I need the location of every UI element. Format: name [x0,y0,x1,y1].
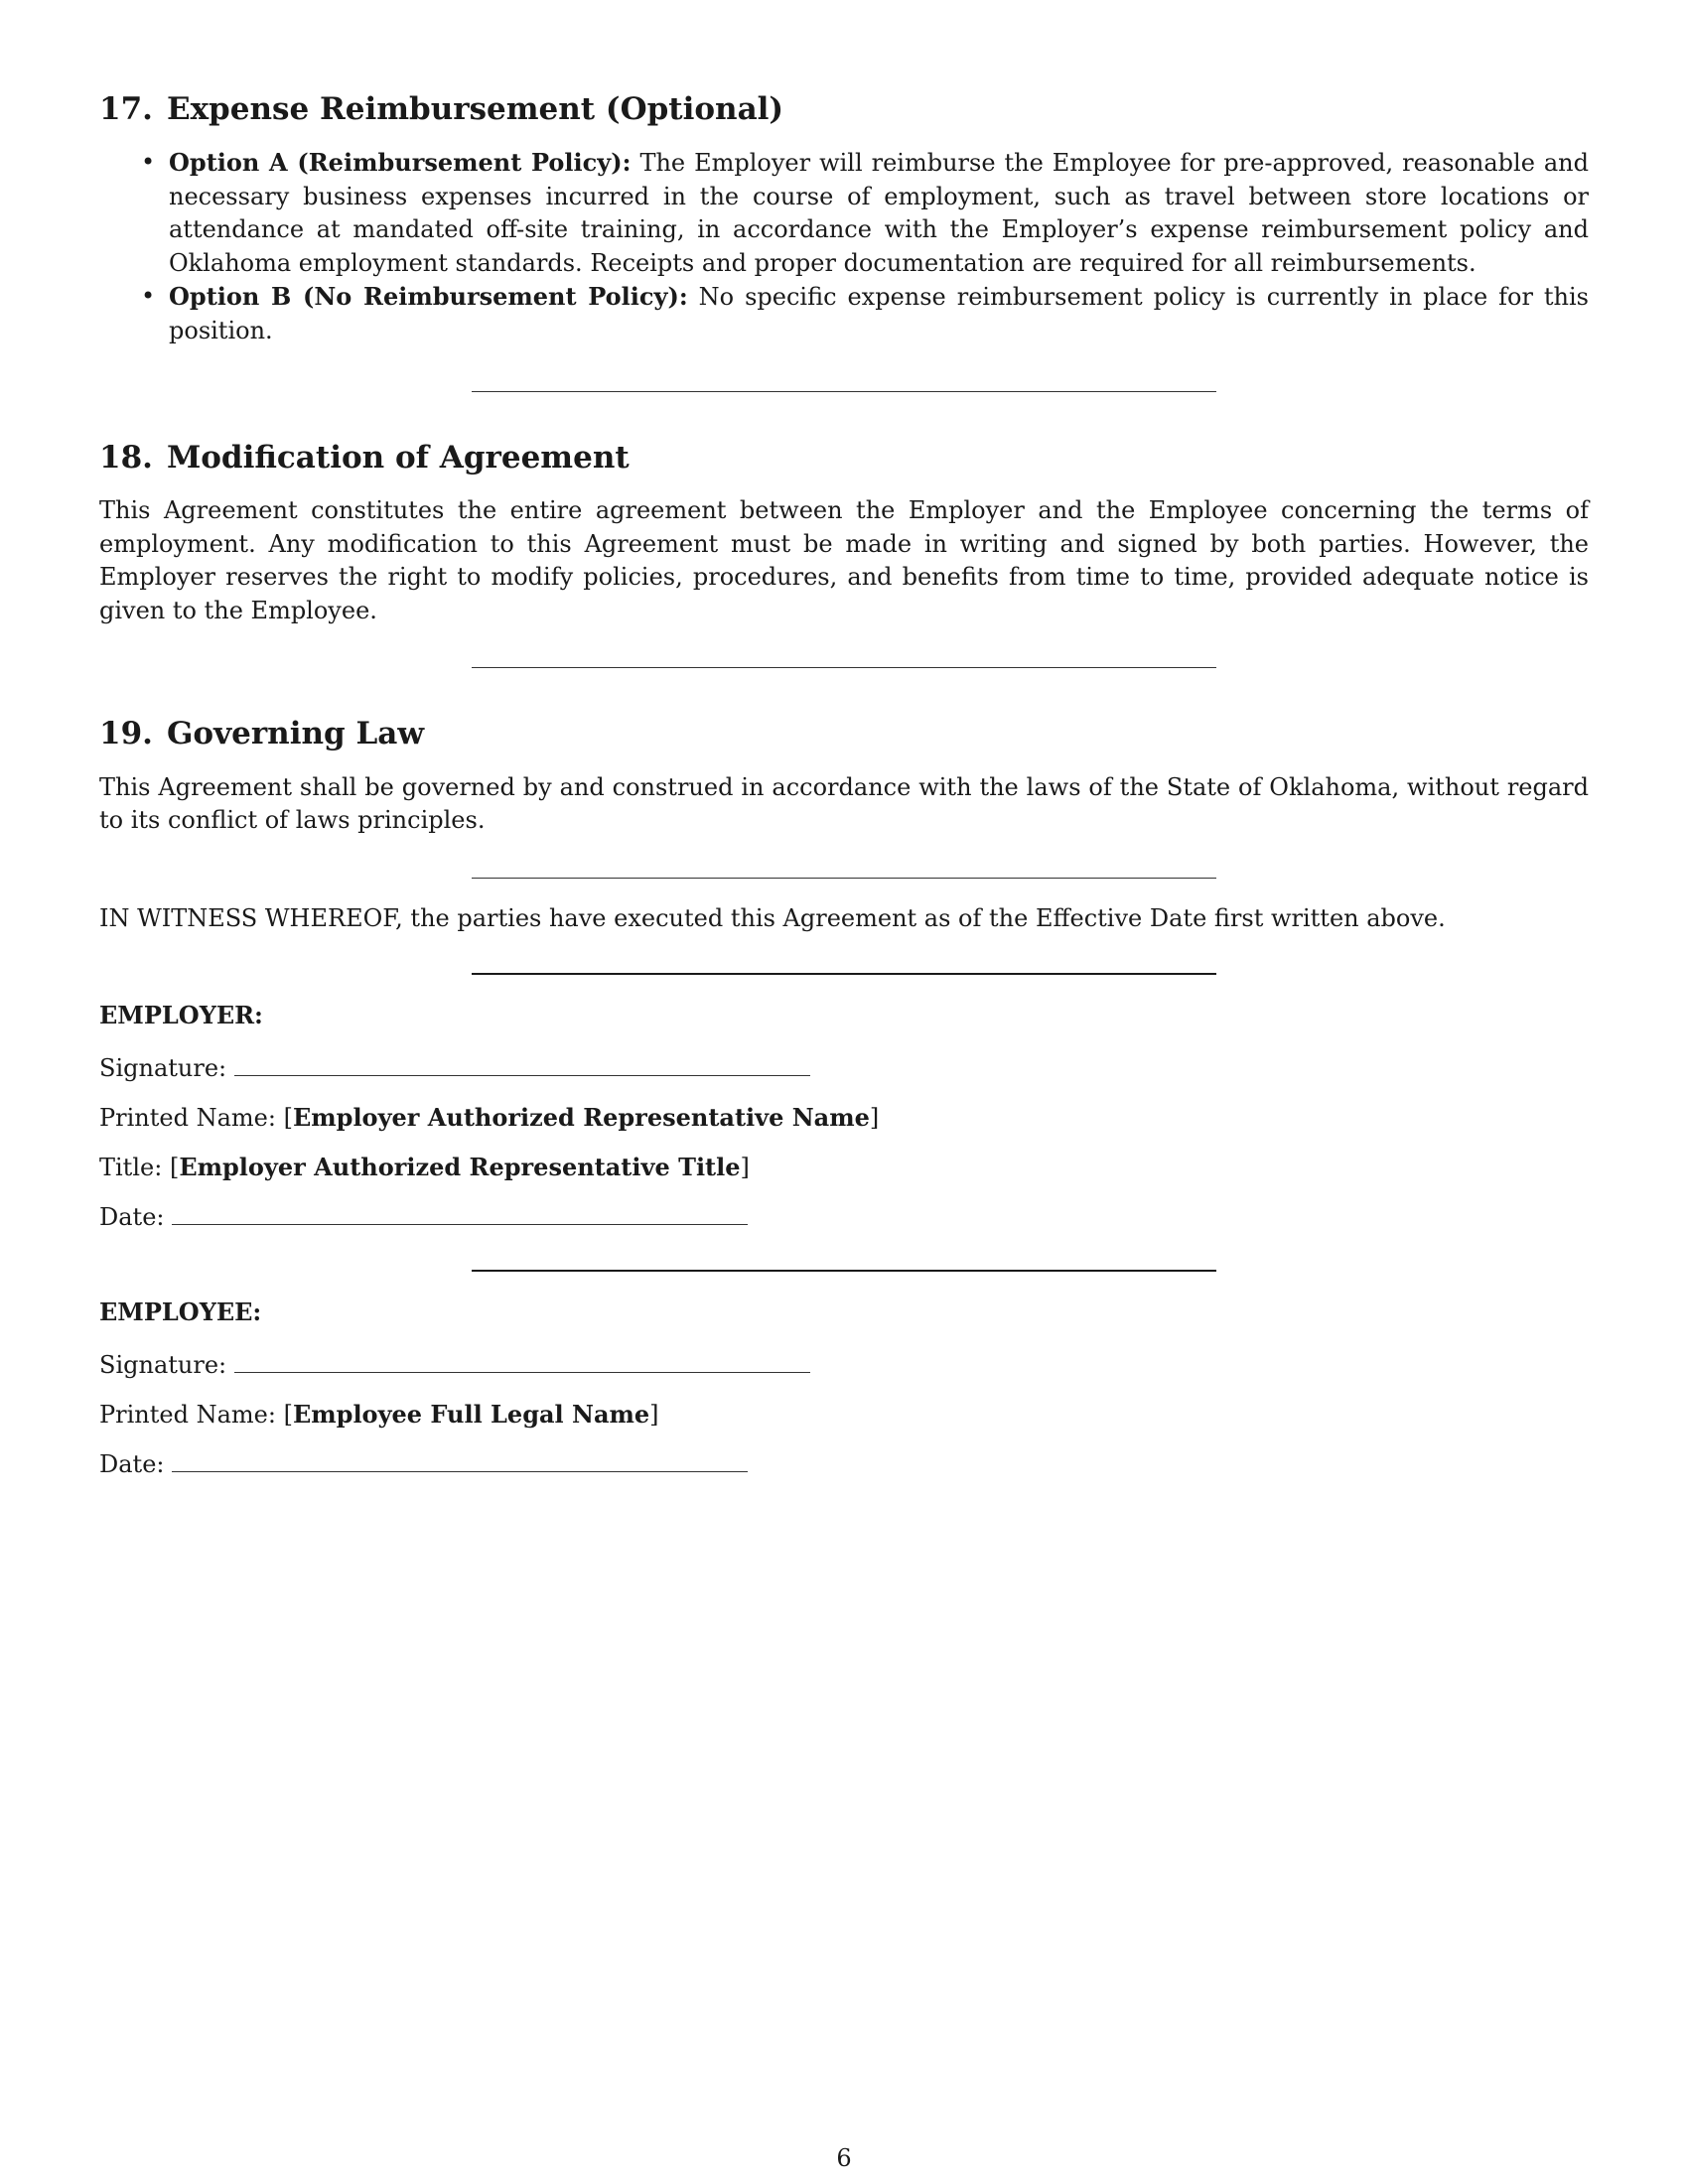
section-divider [472,667,1216,668]
option-b-item [169,280,1589,347]
option-a-label: Option A (Reimbursement Policy): [169,148,632,178]
employer-printed-name-label: Printed Name: [99,1104,276,1133]
section-19-title: Governing Law [166,716,425,752]
employer-title-label: Title: [99,1154,163,1182]
option-b-label: Option B (No Reimbursement Policy): [169,282,688,312]
page-number: 6 [836,2144,852,2172]
section-18-body: This Agreement constitutes the entire agreement between the Employer and the Employee concerning the terms of employment. Any modification to this Agreement must be made in writing and signed by both parties. However, the Employer reserves the right to modify policies, procedures, and benefits from time to time, provided adequate notice is given to the Employee. [99,496,1589,624]
signature-divider [472,973,1216,975]
employer-title-value: [Employer Authorized Representative Title] [169,1153,750,1182]
section-18-title: Modification of Agreement [166,440,630,477]
employee-signature-label: Signature: [99,1351,227,1380]
section-divider [472,391,1216,392]
employer-signature-label: Signature: [99,1054,227,1083]
section-19-heading [99,716,1589,752]
employer-printed-name-value: [Employer Authorized Representative Name] [283,1103,880,1133]
employer-printed-name-row [99,1093,1589,1143]
section-19-number: 19. [99,716,153,752]
employee-signature-line[interactable] [234,1354,810,1373]
employee-heading: EMPLOYEE: [99,1297,262,1327]
section-17-number: 17. [99,91,153,127]
employee-date-label: Date: [99,1450,165,1479]
employee-printed-name-label: Printed Name: [99,1401,276,1430]
employer-date-row [99,1192,1589,1242]
employer-signature-line[interactable] [234,1057,810,1076]
employer-date-label: Date: [99,1203,165,1232]
section-17-heading [99,91,1589,128]
section-17-title: Expense Reimbursement (Optional) [166,91,784,127]
document-page [99,91,1589,1489]
employer-title-placeholder: Employer Authorized Representative Title [179,1153,741,1182]
section-18-number: 18. [99,440,153,477]
section-18-heading [99,440,1589,477]
employee-printed-name-placeholder: Employee Full Legal Name [292,1400,650,1430]
employee-printed-name-row [99,1390,1589,1439]
option-a-text: The Employer will reimburse the Employee for pre-approved, reasonable and necessary business expenses incurred in the course of employment, such as travel between store locations or attendance at mandated off-site training, in accordance with the Employer’s expense reimbursement policy and Oklahoma employment standards. Receipts and proper documentation are required for all reimbursements. [169,149,1590,277]
witness-statement: IN WITNESS WHEREOF, the parties have executed this Agreement as of the Effective Date first written above. [99,903,1446,932]
employee-date-row [99,1439,1589,1489]
employee-signature-row [99,1340,1589,1390]
signature-divider [472,1270,1216,1272]
section-19-body: This Agreement shall be governed by and construed in accordance with the laws of the State of Oklahoma, without regard to its conflict of laws principles. [99,772,1589,835]
employer-signature-row [99,1043,1589,1093]
employee-date-line[interactable] [172,1453,748,1472]
section-17-options [99,146,1589,347]
employer-date-line[interactable] [172,1206,748,1225]
employer-title-row [99,1143,1589,1192]
employer-heading: EMPLOYER: [99,1001,263,1030]
employer-printed-name-placeholder: Employer Authorized Representative Name [292,1103,870,1133]
employee-printed-name-value: [Employee Full Legal Name] [283,1400,659,1430]
option-b-text: No specific expense reimbursement policy is currently in place for this position. [169,283,1589,344]
option-a-item [169,146,1589,280]
section-divider [472,878,1216,879]
